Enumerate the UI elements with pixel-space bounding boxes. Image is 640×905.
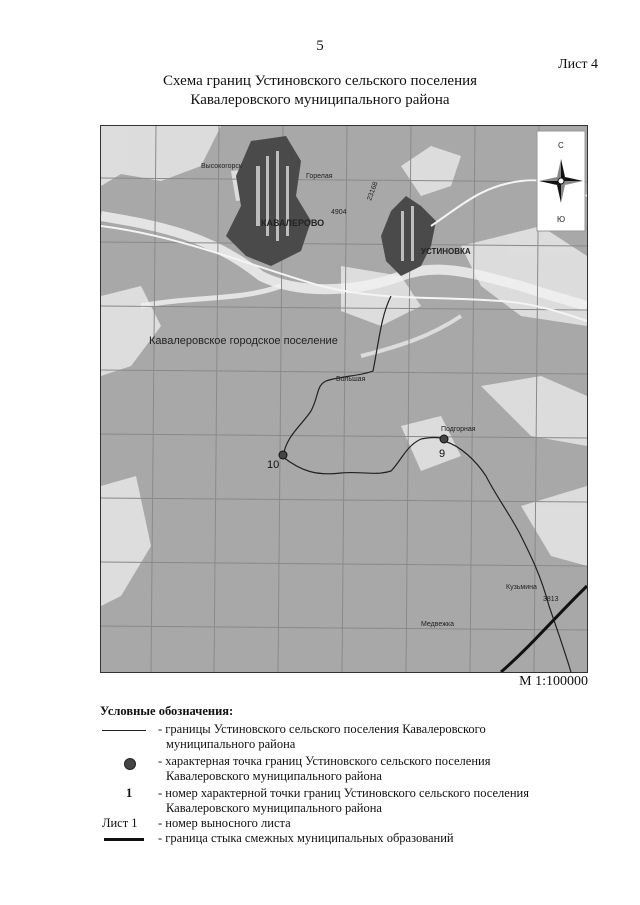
legend-item-number [100,786,600,816]
legend-symbol-number: 1 [126,786,133,800]
legend-symbol-thick-line [100,831,158,846]
elevation-3813: 3813 [543,596,559,603]
place-kavalerovo: КАВАЛЕРОВО [261,218,325,228]
legend-text: - граница стыка смежных муниципальных образований [158,831,454,845]
place-vysokogorsk: Высокогорск [201,163,242,170]
legend-text-cont: Кавалеровского муниципального района [166,769,382,783]
point-label-9: 9 [439,448,446,460]
legend [100,704,600,846]
legend-item-boundary [100,722,600,752]
place-gorelaya: Горелая [306,173,333,180]
region-label: Кавалеровское городское поселение [149,335,338,347]
compass-rose [537,131,585,231]
place-ustinovka: УСТИНОВКА [421,247,471,256]
sheet-label: Лист 4 [558,57,598,72]
legend-item-point [100,754,600,784]
map-title-line1: Схема границ Устиновского сельского поселения [162,73,478,89]
legend-symbol-sheet: Лист 1 [102,816,138,830]
compass-north-label: С [558,141,564,150]
legend-title: Условные обозначения: [100,704,234,718]
place-bolshaya: Большая [336,376,366,383]
legend-item-junction [100,831,600,846]
legend-text: - номер характерной точки границ Устиновского сельского поселения [158,786,529,800]
map-title [0,72,640,110]
legend-text-cont: Кавалеровского муниципального района [166,801,382,815]
place-medvezhka: Медвежка [421,621,454,628]
boundary-point-9[interactable] [440,435,448,443]
legend-text: - номер выносного листа [158,816,291,830]
legend-symbol-dot [100,754,158,769]
map-title-line2: Кавалеровского муниципального района [190,92,450,108]
legend-text-cont: муниципального района [166,737,296,751]
elevation-23168: 23168 [366,180,380,202]
legend-item-sheet [100,816,600,831]
place-kuzmin: Кузьмина [506,584,537,591]
map-scale: М 1:100000 [519,674,588,689]
page-number: 5 [316,38,324,54]
map-canvas [101,126,587,672]
legend-text: - характерная точка границ Устиновского сельского поселения [158,754,491,768]
elevation-4904: 4904 [331,209,347,216]
legend-text: - границы Устиновского сельского поселения Кавалеровского [158,722,486,736]
point-label-10: 10 [267,459,280,471]
boundary-point-10[interactable] [279,451,287,459]
legend-symbol-thin-line [100,722,158,737]
compass-south-label: Ю [557,215,566,224]
place-podgornaya: Подгорная [441,426,476,433]
map-frame[interactable] [100,125,588,673]
